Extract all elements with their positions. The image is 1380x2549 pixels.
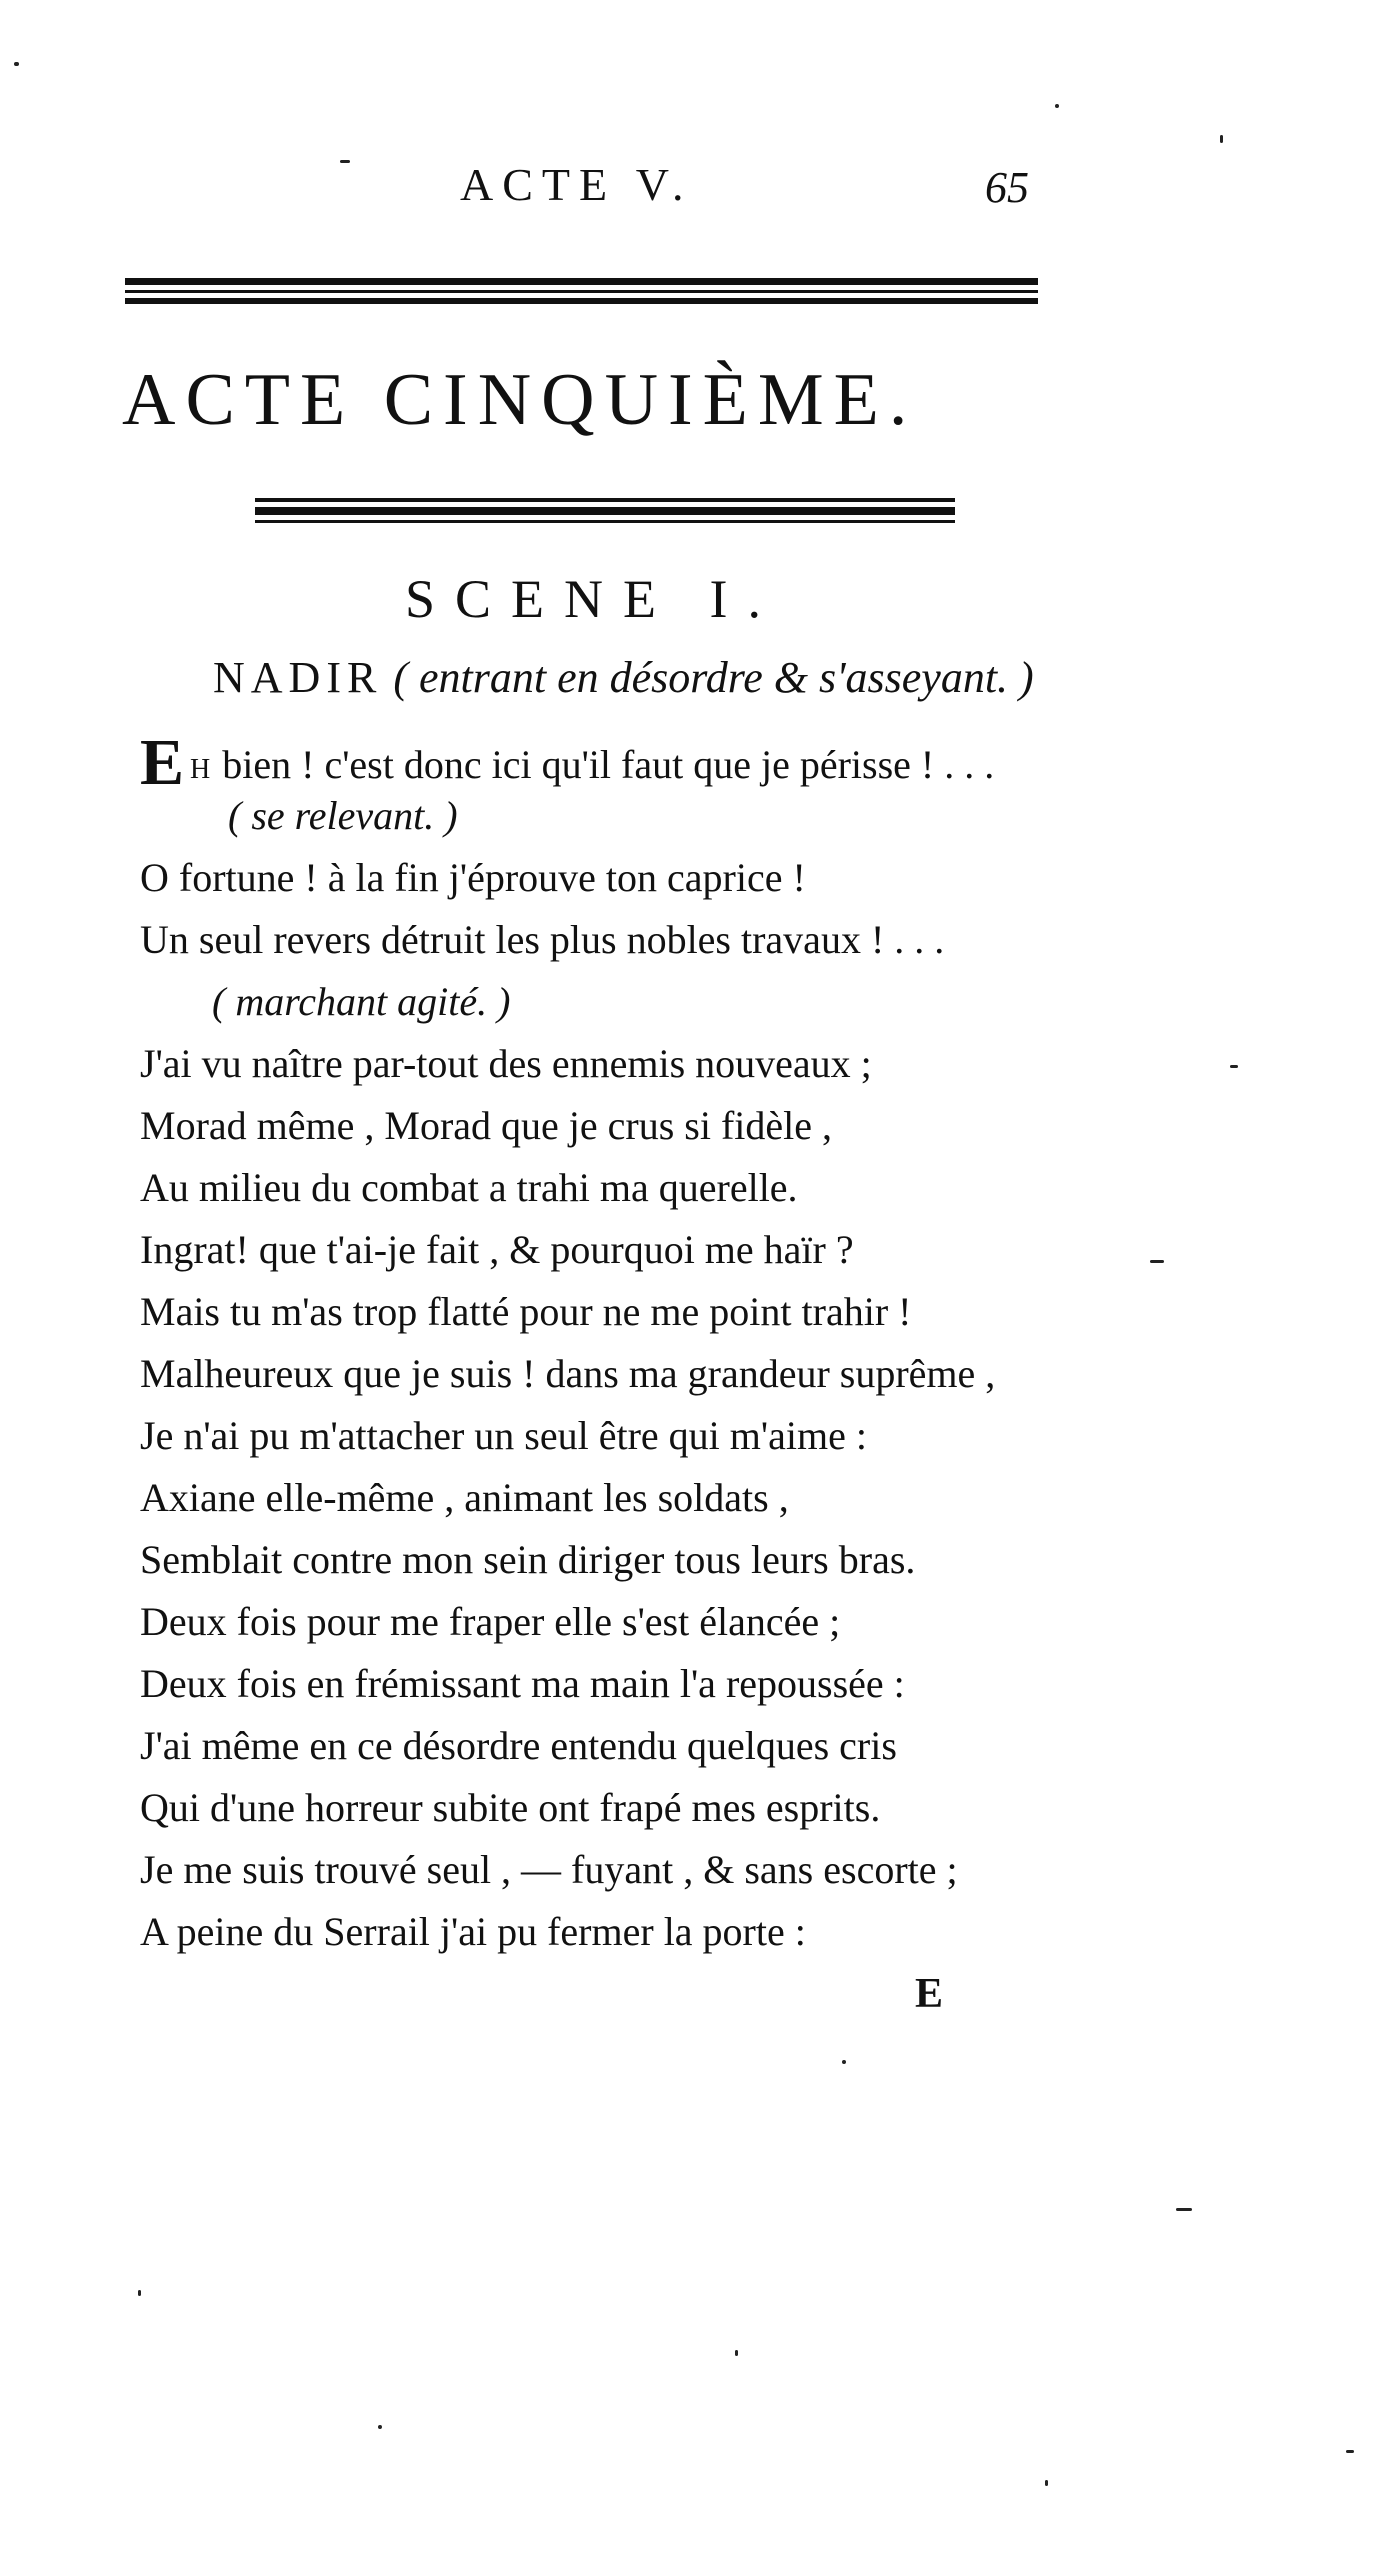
- stage-direction: ( marchant agité. ): [212, 979, 511, 1024]
- verse-line: O fortune ! à la fin j'éprouve ton caprice !: [140, 855, 806, 900]
- verse-line: Au milieu du combat a trahi ma querelle.: [140, 1165, 798, 1210]
- first-verse-text: bien ! c'est donc ici qu'il faut que je périsse ! . . .: [212, 742, 995, 787]
- drop-cap: E: [140, 726, 185, 799]
- paper-speck: [1055, 104, 1059, 108]
- verse-line: J'ai vu naître par-tout des ennemis nouveaux ;: [140, 1041, 872, 1086]
- catchword: E: [915, 1971, 944, 2017]
- paper-speck: [138, 2290, 141, 2296]
- verse-line: Morad même , Morad que je crus si fidèle ,: [140, 1103, 833, 1148]
- paper-speck: [340, 160, 350, 163]
- verse-line: Deux fois pour me fraper elle s'est élancée ;: [140, 1599, 841, 1644]
- first-verse: [140, 726, 995, 799]
- paper-speck: [1045, 2480, 1048, 2486]
- act-rule: [255, 520, 955, 523]
- first-verse-small-caps: H: [190, 754, 213, 785]
- paper-speck: [14, 62, 19, 66]
- verse-line: Je me suis trouvé seul , — fuyant , & sans escorte ;: [140, 1847, 958, 1892]
- header-rule: [125, 278, 1038, 285]
- verse-line: Semblait contre mon sein diriger tous leurs bras.: [140, 1537, 916, 1582]
- paper-speck: [1230, 1065, 1238, 1068]
- paper-speck: [735, 2350, 738, 2356]
- act-title: ACTE CINQUIÈME.: [122, 359, 918, 441]
- act-rule: [255, 507, 955, 515]
- act-rule: [255, 498, 955, 502]
- speaker-name: NADIR: [213, 653, 383, 702]
- verse-line: Qui d'une horreur subite ont frapé mes esprits.: [140, 1785, 881, 1830]
- paper-speck: [1220, 135, 1223, 143]
- page-number: 65: [985, 163, 1029, 212]
- verse-line: Un seul revers détruit les plus nobles travaux ! . . .: [140, 917, 945, 962]
- stage-direction: ( se relevant. ): [228, 793, 458, 838]
- running-header: [0, 158, 1380, 218]
- verse-line: A peine du Serrail j'ai pu fermer la porte :: [140, 1909, 806, 1954]
- verse-line: Deux fois en frémissant ma main l'a repoussée :: [140, 1661, 905, 1706]
- paper-speck: [1346, 2450, 1354, 2453]
- verse-line: Mais tu m'as trop flatté pour ne me point trahir !: [140, 1289, 912, 1334]
- verse-line: Malheureux que je suis ! dans ma grandeur suprême ,: [140, 1351, 996, 1396]
- speaker-line: [213, 652, 1034, 703]
- running-title: ACTE V.: [460, 159, 693, 210]
- verse-line: J'ai même en ce désordre entendu quelques cris: [140, 1723, 897, 1768]
- stage-direction: ( entrant en désordre & s'asseyant. ): [393, 653, 1034, 702]
- header-rule: [125, 298, 1038, 304]
- paper-speck: [378, 2425, 382, 2429]
- header-rule: [125, 290, 1038, 293]
- verse-line: Axiane elle-même , animant les soldats ,: [140, 1475, 789, 1520]
- scene-title: SCENE I.: [405, 569, 781, 629]
- paper-speck: [842, 2060, 846, 2064]
- paper-speck: [1176, 2208, 1192, 2211]
- verse-line: Ingrat! que t'ai-je fait , & pourquoi me haïr ?: [140, 1227, 854, 1272]
- paper-speck: [1150, 1260, 1164, 1263]
- verse-line: Je n'ai pu m'attacher un seul être qui m'aime :: [140, 1413, 867, 1458]
